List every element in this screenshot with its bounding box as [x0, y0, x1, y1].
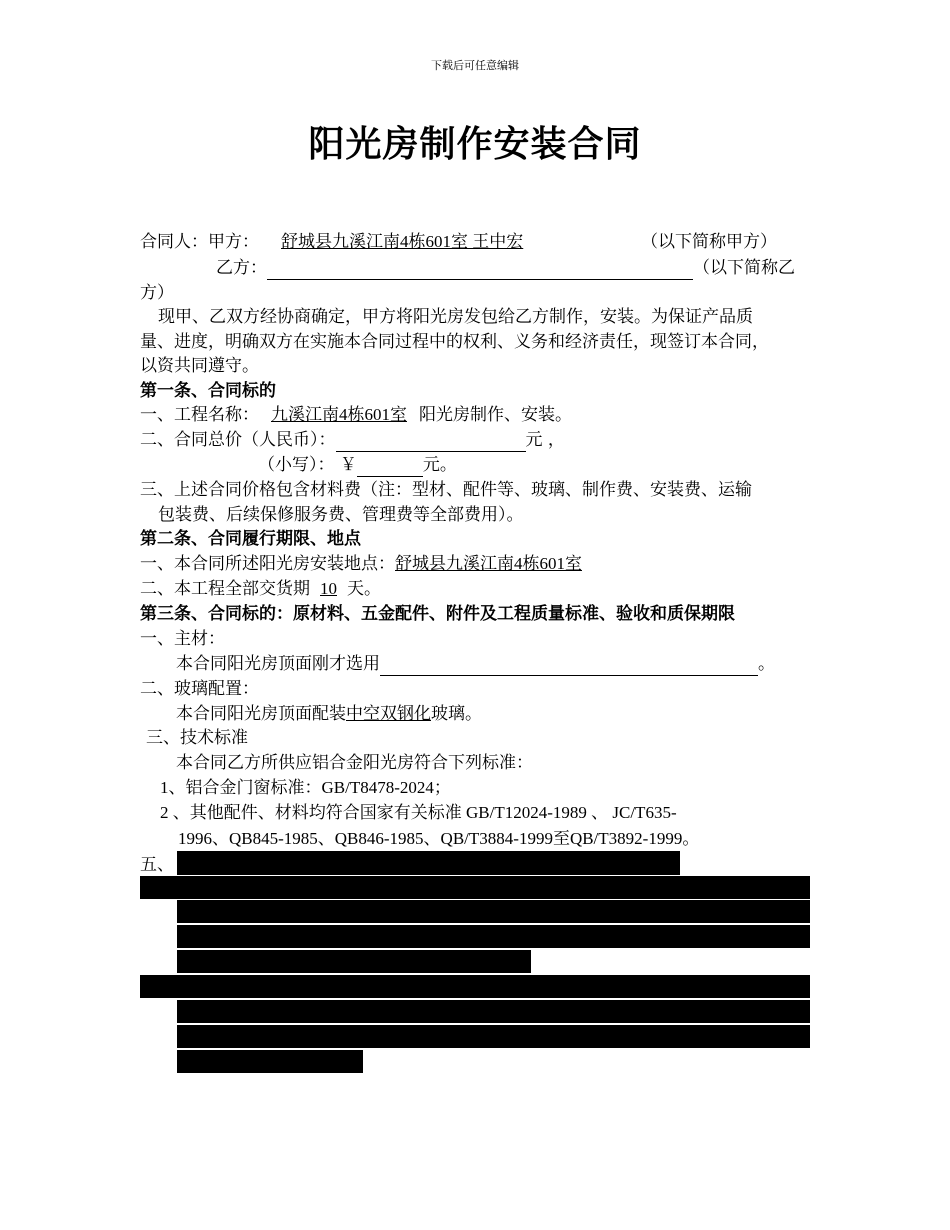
- article2-item1: 一、本合同所述阳光房安装地点：舒城县九溪江南4栋601室: [140, 552, 685, 576]
- total-price-blank: [336, 433, 526, 452]
- article3-item1-detail: 本合同阳光房顶面刚才选用 。: [176, 654, 775, 674]
- article1-item3-line2: 包装费、后续保修服务费、管理费等全部费用）。: [158, 505, 524, 525]
- glass-type-value: 中空双钢化: [346, 704, 431, 724]
- standard-1: 1、铝合金门窗标准：GB/T8478-2024；: [160, 778, 451, 797]
- redaction-block: [177, 900, 810, 923]
- article3-item3-detail: 本合同乙方所供应铝合金阳光房符合下列标准：: [176, 753, 533, 773]
- party-a-line: [140, 230, 777, 254]
- article3-item1: 一、主材：: [140, 629, 225, 649]
- intro-line-2: 量、进度，明确双方在实施本合同过程中的权利、义务和经济责任，现签订本合同，: [140, 332, 769, 352]
- article3-item3: 三、技术标准: [146, 728, 248, 748]
- party-a-value: 舒城县九溪江南4栋601室 王中宏: [281, 232, 524, 251]
- party-b-suffix: （以下简称乙: [693, 258, 795, 278]
- party-b-label: 乙方：: [216, 258, 267, 278]
- main-material-blank: [380, 657, 758, 676]
- party-b-line: [216, 256, 795, 280]
- redaction-block: [177, 1025, 810, 1048]
- article3-item2: 二、玻璃配置：: [140, 679, 259, 699]
- standard-2-line1: 2 、其他配件、材料均符合国家有关标准 GB/T12024-1989 、 JC/T635-: [160, 803, 677, 822]
- article1-item2: 二、合同总价（人民币）： 元 ，: [140, 430, 565, 450]
- redaction-block: [177, 1050, 363, 1073]
- parties-label: 合同人：甲方：: [140, 232, 259, 252]
- redaction-block: [177, 925, 810, 948]
- article1-item3-line1: 三、上述合同价格包含材料费（注：型材、配件等、玻璃、制作费、安装费、运输: [140, 480, 752, 500]
- price-small-blank: [357, 458, 423, 477]
- redaction-block: [177, 1000, 810, 1023]
- article3-heading: 第三条、合同标的：原材料、五金配件、附件及工程质量标准、验收和质保期限: [140, 604, 735, 624]
- redaction-block: [177, 851, 680, 875]
- party-a-suffix: （以下简称甲方）: [641, 232, 777, 252]
- install-location-value: 舒城县九溪江南4栋601室: [395, 554, 582, 573]
- page-header: 下载后可任意编辑: [431, 59, 519, 72]
- article2-item2: 二、本工程全部交货期 10 天。: [140, 579, 381, 599]
- standard-2-line2: 1996、QB845-1985、QB846-1985、QB/T3884-1999至QB/T3892-1999。: [178, 829, 700, 848]
- article1-item2b: （小写）： ￥ 元。: [258, 455, 457, 475]
- document-title: 阳光房制作安装合同: [308, 124, 642, 165]
- project-name-value: 九溪江南4栋601室: [271, 405, 407, 424]
- redaction-block: [140, 876, 810, 899]
- redaction-block: [140, 975, 810, 998]
- intro-line-3: 以资共同遵守。: [140, 356, 259, 376]
- article1-item1: 一、工程名称： 九溪江南4栋601室 阳光房制作、安装。: [140, 405, 572, 425]
- article2-heading: 第二条、合同履行期限、地点: [140, 529, 361, 549]
- party-b-blank: [267, 261, 693, 280]
- party-b-suffix-cont: 方）: [140, 283, 174, 303]
- article1-heading: 第一条、合同标的: [140, 381, 276, 401]
- article3-item2-detail: 本合同阳光房顶面配装中空双钢化玻璃。: [176, 704, 482, 724]
- delivery-days-value: 10: [320, 579, 337, 598]
- redaction-block: [177, 950, 531, 973]
- intro-line-1: 现甲、乙双方经协商确定，甲方将阳光房发包给乙方制作，安装。为保证产品质: [158, 307, 753, 327]
- article3-item5-prefix: 五、: [140, 855, 174, 875]
